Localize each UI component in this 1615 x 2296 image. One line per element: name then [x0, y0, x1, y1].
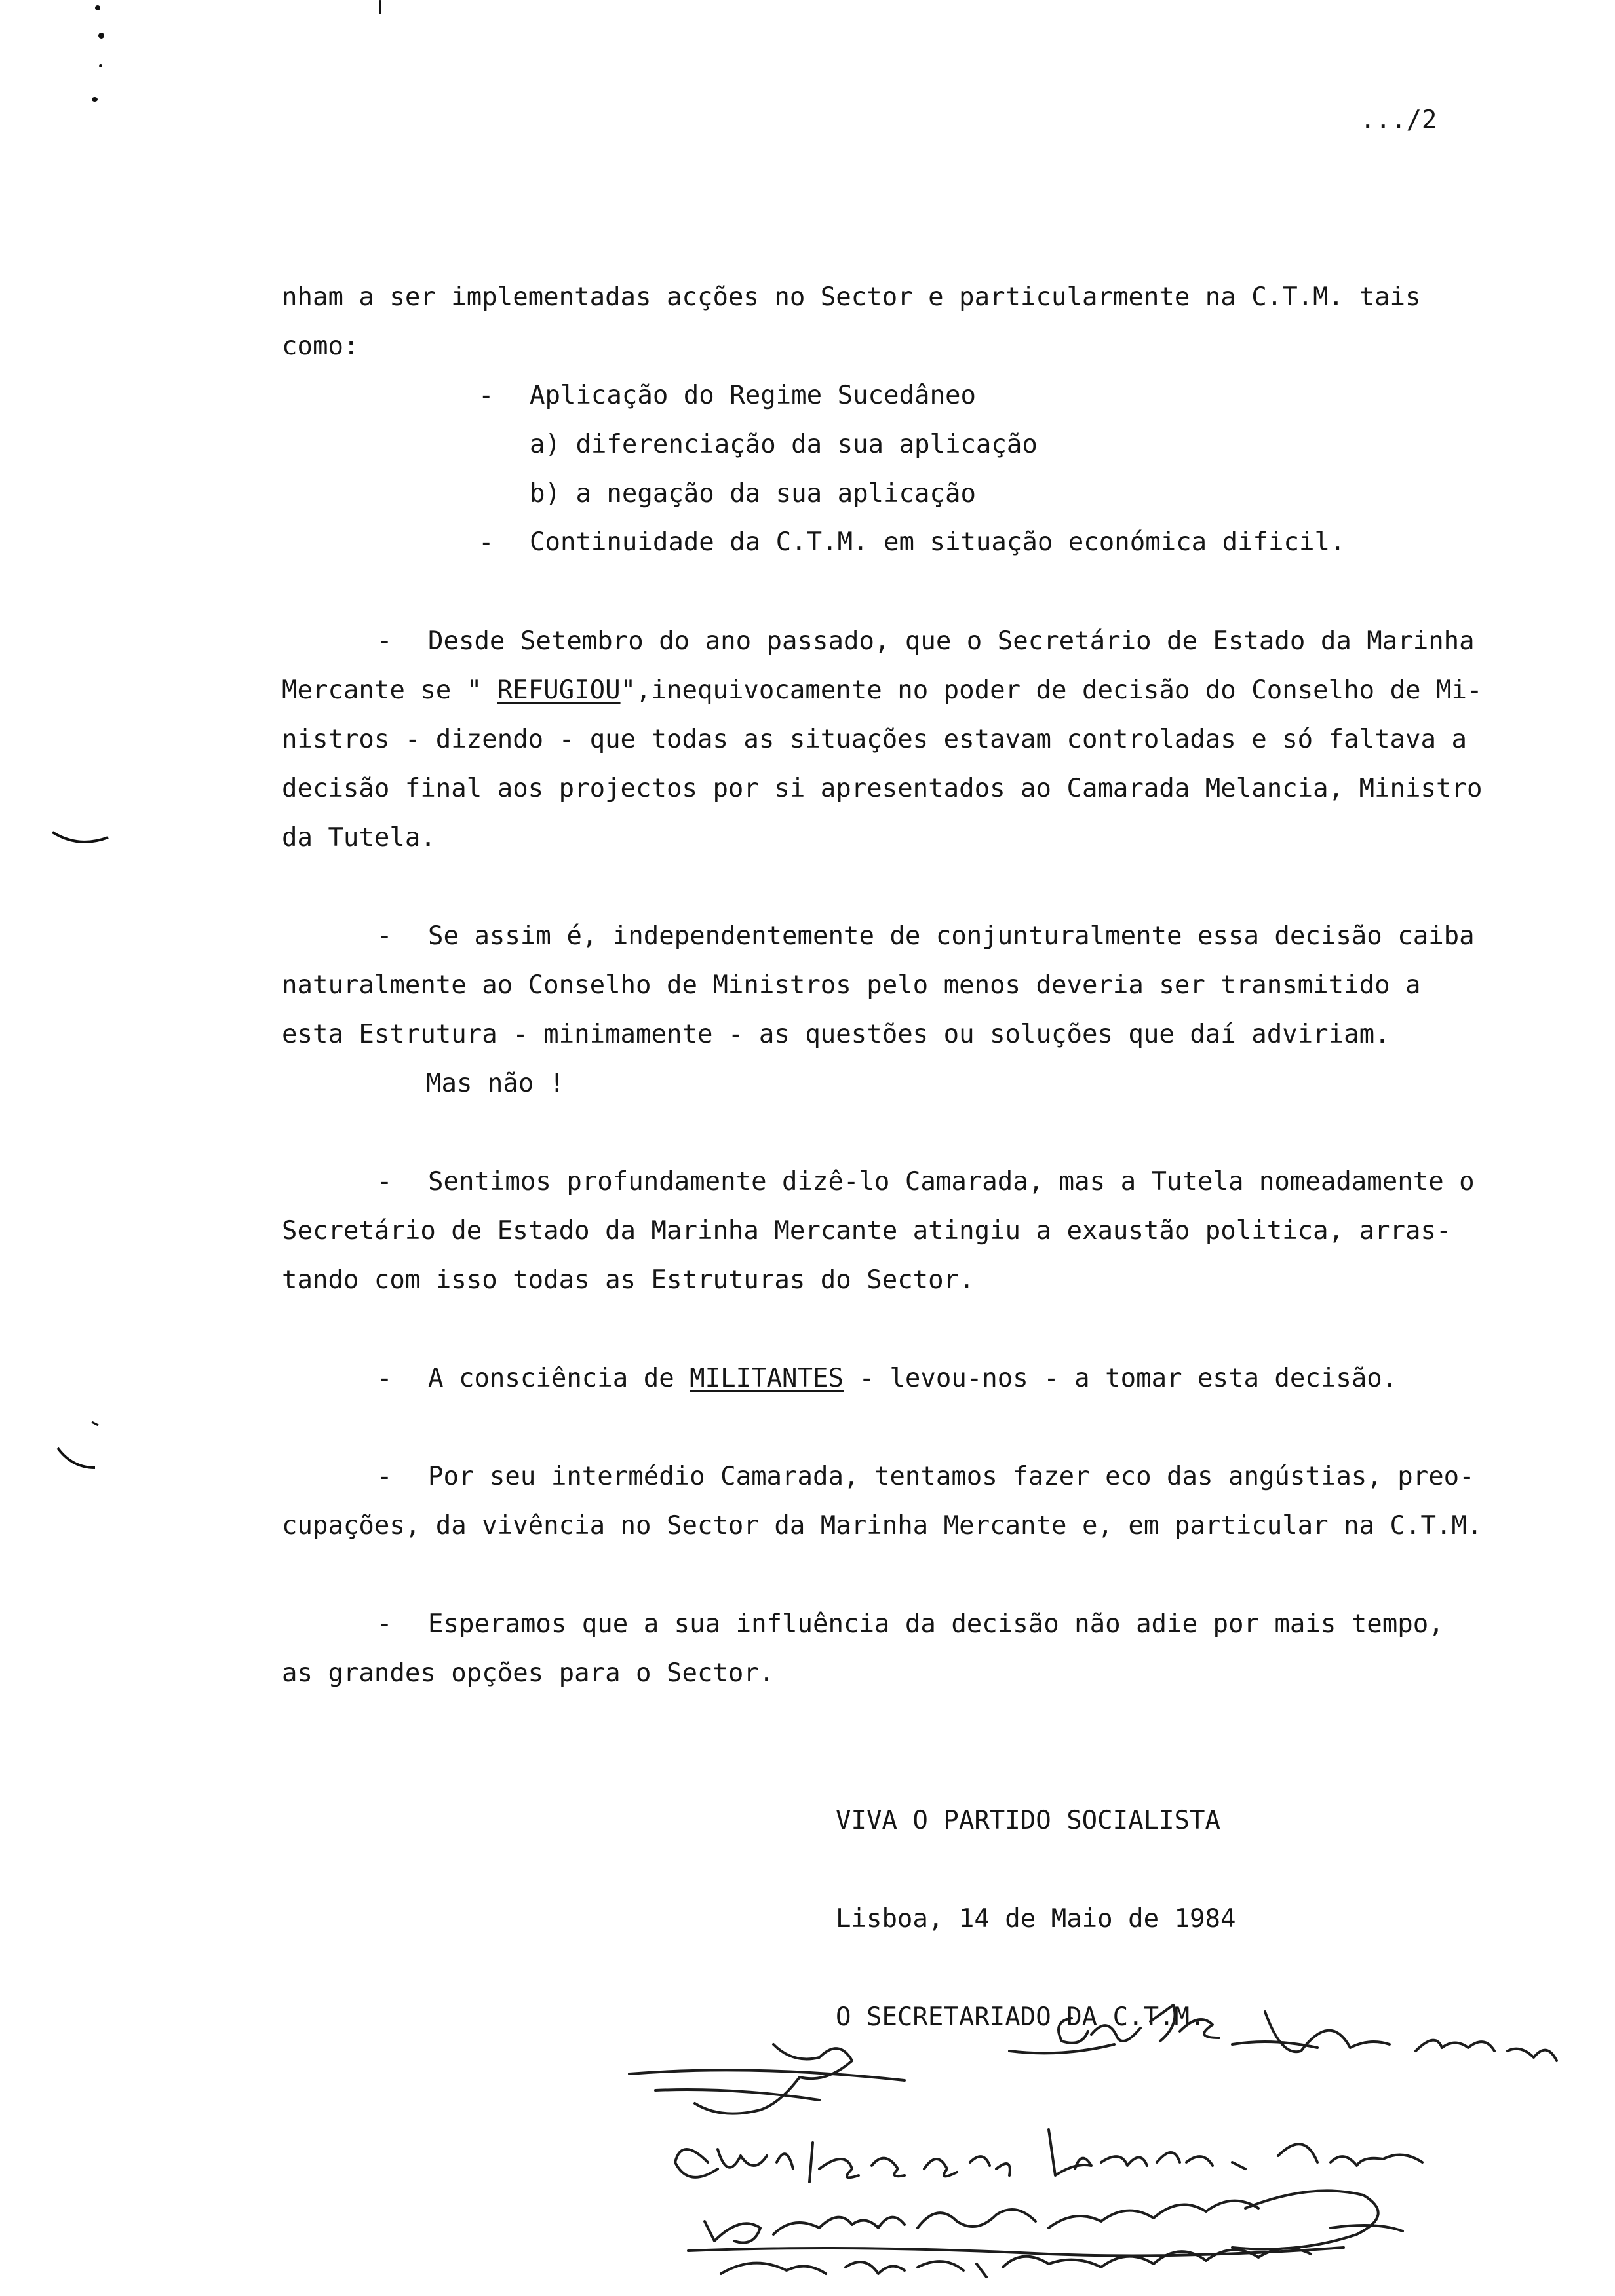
paragraph-3-line-1 [377, 1166, 1475, 1198]
paragraph-text: Se assim é, independentemente de conjunturalmente essa decisão caiba [428, 921, 1475, 951]
intro-line-1: nham a ser implementadas acções no Sector e particularmente na C.T.M. tais [282, 282, 1421, 312]
paragraph-2-line-4: Mas não ! [426, 1069, 565, 1098]
page-reference: .../2 [1360, 105, 1437, 135]
paragraph-dash: - [377, 921, 393, 951]
list-item-1 [478, 380, 976, 411]
paragraph-3-line-2: Secretário de Estado da Marinha Mercante atingiu a exaustão politica, arras- [282, 1216, 1452, 1246]
list-item-text: Aplicação do Regime Sucedâneo [530, 381, 976, 410]
scan-dot [92, 97, 98, 102]
underlined-word: MILITANTES [690, 1364, 844, 1393]
list-subitem-a: a) diferenciação da sua aplicação [530, 430, 1038, 459]
paragraph-5-line-1 [377, 1461, 1475, 1493]
list-subitem-b: b) a negação da sua aplicação [530, 479, 976, 508]
place-and-date: Lisboa, 14 de Maio de 1984 [836, 1904, 1236, 1934]
intro-line-2: como: [282, 332, 359, 361]
paragraph-3-line-3: tando com isso todas as Estruturas do Sector. [282, 1265, 975, 1295]
paragraph-dash: - [377, 1364, 393, 1393]
paragraph-dash: - [377, 1462, 393, 1491]
paragraph-2-line-3: esta Estrutura - minimamente - as questões ou soluções que daí adviriam. [282, 1020, 1390, 1049]
closing-slogan: VIVA O PARTIDO SOCIALISTA [836, 1806, 1220, 1835]
paragraph-dash: - [377, 1167, 393, 1196]
paragraph-5-line-2: cupações, da vivência no Sector da Marinha Mercante e, em particular na C.T.M. [282, 1511, 1483, 1540]
paragraph-text: Esperamos que a sua influência da decisão não adie por mais tempo, [428, 1609, 1444, 1639]
scan-dot [98, 33, 104, 39]
paragraph-text: Sentimos profundamente dizê-lo Camarada, mas a Tutela nomeadamente o [428, 1167, 1475, 1196]
paragraph-6-line-2: as grandes opções para o Sector. [282, 1658, 775, 1688]
paragraph-text: - levou-nos - a tomar esta decisão. [843, 1364, 1398, 1393]
list-dash: - [478, 527, 494, 557]
paragraph-text: Desde Setembro do ano passado, que o Secretário de Estado da Marinha [428, 626, 1475, 656]
scan-dot [95, 5, 100, 10]
signatory-line: O SECRETARIADO DA C.T.M. [836, 2002, 1205, 2032]
paragraph-text: A consciência de [428, 1364, 690, 1393]
scan-dot [379, 0, 381, 14]
paragraph-text: Mercante se " [282, 676, 497, 705]
paragraph-dash: - [377, 626, 393, 656]
list-item-2 [478, 527, 1345, 558]
paragraph-1-line-1 [377, 626, 1475, 657]
paragraph-dash: - [377, 1609, 393, 1639]
paragraph-2-line-1 [377, 921, 1475, 952]
paragraph-1-line-5: da Tutela. [282, 823, 436, 852]
paragraph-1-line-2 [282, 675, 1482, 706]
scan-dot [99, 64, 102, 67]
underlined-word: REFUGIOU [497, 676, 621, 705]
paragraph-text: Por seu intermédio Camarada, tentamos fazer eco das angústias, preo- [428, 1462, 1475, 1491]
list-dash: - [478, 381, 494, 410]
paragraph-2-line-2: naturalmente ao Conselho de Ministros pelo menos deveria ser transmitido a [282, 970, 1421, 1000]
list-item-text: Continuidade da C.T.M. em situação económica dificil. [530, 527, 1346, 557]
paragraph-1-line-3: nistros - dizendo - que todas as situações estavam controladas e só faltava a [282, 725, 1467, 754]
paragraph-1-line-4: decisão final aos projectos por si apresentados ao Camarada Melancia, Ministro [282, 774, 1483, 803]
paragraph-text: ",inequivocamente no poder de decisão do Conselho de Mi- [620, 676, 1483, 705]
paragraph-4 [377, 1363, 1397, 1394]
paragraph-6-line-1 [377, 1609, 1444, 1640]
